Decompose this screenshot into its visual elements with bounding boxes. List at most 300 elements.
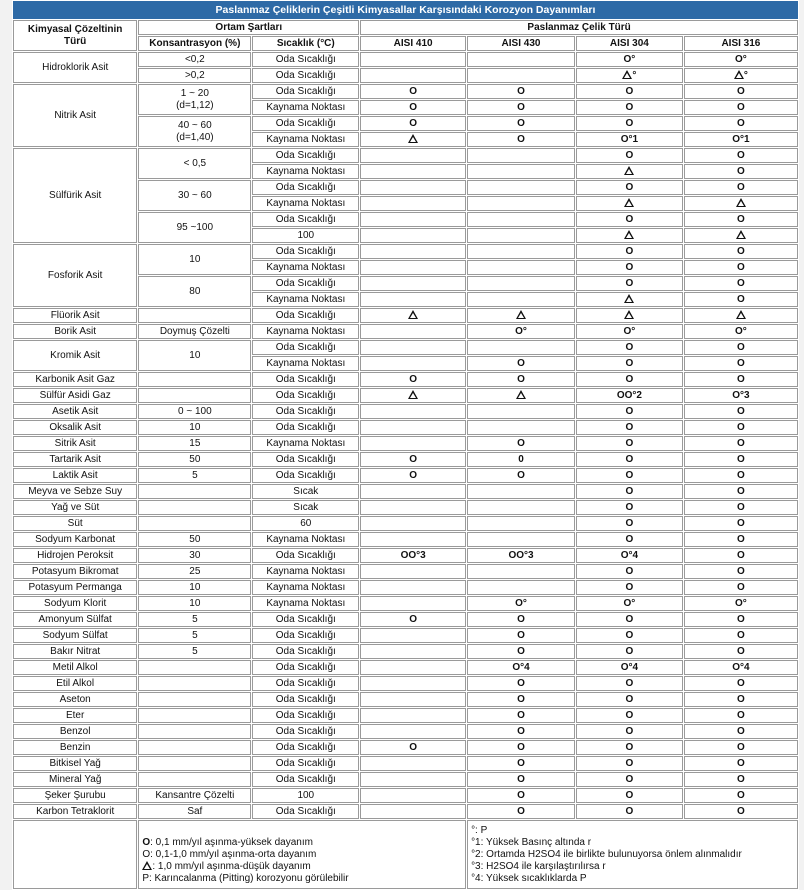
concentration-cell: Doymuş Çözelti	[138, 324, 251, 339]
resistance-cell: O	[360, 612, 466, 627]
temperature-cell: Kaynama Noktası	[252, 260, 359, 275]
resistance-cell: O	[684, 180, 798, 195]
concentration-cell: 80	[138, 276, 251, 307]
resistance-cell: O	[684, 356, 798, 371]
header-grade: AISI 316	[684, 36, 798, 51]
table-row	[13, 788, 798, 803]
resistance-cell: O	[684, 516, 798, 531]
resistance-cell: O	[684, 436, 798, 451]
table-row	[13, 516, 798, 531]
table-row	[13, 500, 798, 515]
resistance-cell: O	[684, 676, 798, 691]
resistance-cell	[360, 436, 466, 451]
resistance-cell: O	[576, 532, 683, 547]
chemical-name: Amonyum Sülfat	[13, 612, 137, 627]
temperature-cell: Oda Sıcaklığı	[252, 244, 359, 259]
resistance-cell	[467, 532, 575, 547]
resistance-cell	[360, 388, 466, 403]
temperature-cell: Oda Sıcaklığı	[252, 772, 359, 787]
resistance-cell: O	[467, 804, 575, 819]
resistance-cell: O°	[684, 52, 798, 67]
chemical-name: Bitkisel Yağ	[13, 756, 137, 771]
resistance-cell: O°4	[576, 660, 683, 675]
table-row	[13, 724, 798, 739]
temperature-cell: Oda Sıcaklığı	[252, 276, 359, 291]
resistance-cell: O	[576, 276, 683, 291]
resistance-cell	[360, 244, 466, 259]
resistance-cell	[360, 724, 466, 739]
concentration-cell: 10	[138, 580, 251, 595]
chemical-name: Meyva ve Sebze Suy	[13, 484, 137, 499]
resistance-cell: O	[576, 260, 683, 275]
legend-line: O: 0,1-1,0 mm/yıl aşınma-orta dayanım	[142, 849, 317, 860]
table-row	[13, 612, 798, 627]
concentration-cell	[138, 724, 251, 739]
concentration-cell: >0,2	[138, 68, 251, 83]
table-row	[13, 452, 798, 467]
resistance-cell	[467, 564, 575, 579]
temperature-cell: Oda Sıcaklığı	[252, 548, 359, 563]
temperature-cell: Kaynama Noktası	[252, 132, 359, 147]
resistance-cell	[360, 164, 466, 179]
resistance-cell: O	[684, 340, 798, 355]
table-row	[13, 772, 798, 787]
resistance-cell	[467, 388, 575, 403]
concentration-cell: 5	[138, 468, 251, 483]
temperature-cell: Oda Sıcaklığı	[252, 692, 359, 707]
resistance-cell	[360, 276, 466, 291]
concentration-cell: 15	[138, 436, 251, 451]
resistance-cell: O	[360, 372, 466, 387]
temperature-cell: Oda Sıcaklığı	[252, 740, 359, 755]
concentration-cell: 5	[138, 612, 251, 627]
resistance-cell	[360, 756, 466, 771]
table-row	[13, 548, 798, 563]
temperature-cell: Oda Sıcaklığı	[252, 468, 359, 483]
resistance-cell: O	[576, 468, 683, 483]
temperature-cell: Oda Sıcaklığı	[252, 724, 359, 739]
resistance-cell	[360, 596, 466, 611]
resistance-cell	[360, 68, 466, 83]
resistance-cell	[467, 212, 575, 227]
resistance-cell: O	[684, 116, 798, 131]
table-row	[13, 708, 798, 723]
resistance-cell: O	[684, 164, 798, 179]
chemical-name: Bakır Nitrat	[13, 644, 137, 659]
resistance-cell: O	[684, 100, 798, 115]
concentration-cell: <0,2	[138, 52, 251, 67]
resistance-cell: O	[576, 420, 683, 435]
table-row	[13, 244, 798, 259]
temperature-cell: Oda Sıcaklığı	[252, 644, 359, 659]
chemical-name: Hidroklorik Asit	[13, 52, 137, 83]
resistance-cell: O	[576, 692, 683, 707]
legend-note: °4: Yüksek sıcaklıklarda P	[471, 873, 587, 884]
resistance-cell	[467, 420, 575, 435]
table-row	[13, 484, 798, 499]
resistance-cell: O	[576, 180, 683, 195]
corrosion-table-wrapper	[12, 0, 799, 890]
resistance-cell	[684, 308, 798, 323]
resistance-cell: O	[576, 484, 683, 499]
resistance-cell	[360, 196, 466, 211]
triangle-icon	[408, 310, 418, 319]
resistance-cell: O°	[684, 324, 798, 339]
resistance-cell: O	[576, 500, 683, 515]
resistance-cell: O	[684, 580, 798, 595]
triangle-icon	[624, 230, 634, 239]
resistance-cell: O	[684, 484, 798, 499]
resistance-cell	[360, 804, 466, 819]
chemical-name: Sodyum Sülfat	[13, 628, 137, 643]
concentration-cell	[138, 756, 251, 771]
temperature-cell: Oda Sıcaklığı	[252, 708, 359, 723]
legend-line: : 1,0 mm/yıl aşınma-düşük dayanım	[142, 861, 462, 873]
resistance-cell	[467, 340, 575, 355]
temperature-cell: Oda Sıcaklığı	[252, 52, 359, 67]
temperature-cell: Oda Sıcaklığı	[252, 308, 359, 323]
concentration-cell: 5	[138, 644, 251, 659]
resistance-cell	[360, 148, 466, 163]
resistance-cell: OO°3	[467, 548, 575, 563]
concentration-cell: Saf	[138, 804, 251, 819]
table-row	[13, 756, 798, 771]
chemical-name: Oksalik Asit	[13, 420, 137, 435]
resistance-cell	[684, 196, 798, 211]
resistance-cell: O	[467, 692, 575, 707]
resistance-cell: O°4	[467, 660, 575, 675]
chemical-name: Metil Alkol	[13, 660, 137, 675]
table-row	[13, 580, 798, 595]
circle-icon: O	[142, 837, 151, 848]
resistance-cell: O°3	[684, 388, 798, 403]
temperature-cell: Oda Sıcaklığı	[252, 388, 359, 403]
resistance-cell: O	[576, 212, 683, 227]
resistance-cell	[467, 260, 575, 275]
resistance-cell	[360, 628, 466, 643]
resistance-cell: O	[576, 564, 683, 579]
legend-note: °: P	[471, 825, 488, 836]
resistance-cell: O	[684, 772, 798, 787]
header-grade: AISI 430	[467, 36, 575, 51]
resistance-cell	[360, 660, 466, 675]
resistance-cell: O	[684, 292, 798, 307]
resistance-cell: O	[576, 244, 683, 259]
corrosion-table	[12, 0, 799, 890]
temperature-cell: Oda Sıcaklığı	[252, 68, 359, 83]
resistance-cell	[360, 788, 466, 803]
resistance-cell: O	[467, 436, 575, 451]
resistance-cell	[360, 516, 466, 531]
resistance-cell	[467, 68, 575, 83]
resistance-cell	[467, 404, 575, 419]
triangle-icon	[736, 198, 746, 207]
resistance-cell: O	[684, 260, 798, 275]
concentration-cell: 30	[138, 548, 251, 563]
resistance-cell: O	[467, 724, 575, 739]
resistance-cell: O	[684, 644, 798, 659]
resistance-cell: O	[684, 628, 798, 643]
resistance-cell: O	[684, 740, 798, 755]
chemical-name: Nitrik Asit	[13, 84, 137, 147]
resistance-cell: O	[576, 516, 683, 531]
temperature-cell: 100	[252, 228, 359, 243]
chemical-name: Kromik Asit	[13, 340, 137, 371]
resistance-cell	[467, 52, 575, 67]
table-row	[13, 468, 798, 483]
table-row	[13, 692, 798, 707]
resistance-cell	[360, 292, 466, 307]
concentration-cell: < 0,5	[138, 148, 251, 179]
resistance-cell: O	[467, 676, 575, 691]
resistance-cell: O	[684, 756, 798, 771]
resistance-cell	[360, 228, 466, 243]
resistance-cell	[467, 180, 575, 195]
concentration-cell: 95 ~100	[138, 212, 251, 243]
resistance-cell	[467, 580, 575, 595]
resistance-cell: O	[684, 548, 798, 563]
header-conc: Konsantrasyon (%)	[138, 36, 251, 51]
resistance-cell: O°4	[684, 660, 798, 675]
resistance-cell	[576, 308, 683, 323]
concentration-cell	[138, 484, 251, 499]
resistance-cell: O	[684, 564, 798, 579]
resistance-cell	[684, 228, 798, 243]
chemical-name: Hidrojen Peroksit	[13, 548, 137, 563]
concentration-cell: 10	[138, 596, 251, 611]
resistance-cell: 0	[467, 452, 575, 467]
resistance-cell	[360, 532, 466, 547]
resistance-cell: OO°3	[360, 548, 466, 563]
temperature-cell: Oda Sıcaklığı	[252, 804, 359, 819]
table-row	[13, 660, 798, 675]
legend-left	[138, 820, 466, 889]
temperature-cell: Oda Sıcaklığı	[252, 660, 359, 675]
concentration-cell: 50	[138, 452, 251, 467]
resistance-cell: O°4	[576, 548, 683, 563]
resistance-cell: O	[467, 708, 575, 723]
concentration-cell	[138, 676, 251, 691]
resistance-cell: O	[576, 804, 683, 819]
temperature-cell: Oda Sıcaklığı	[252, 756, 359, 771]
resistance-cell: O	[576, 84, 683, 99]
resistance-cell	[360, 692, 466, 707]
resistance-cell: O	[576, 724, 683, 739]
resistance-cell: O	[576, 580, 683, 595]
table-row	[13, 84, 798, 99]
temperature-cell: Kaynama Noktası	[252, 164, 359, 179]
resistance-cell	[467, 516, 575, 531]
chemical-name: Potasyum Permanga	[13, 580, 137, 595]
resistance-cell: O	[467, 612, 575, 627]
resistance-cell: O	[576, 740, 683, 755]
table-row	[13, 308, 798, 323]
triangle-icon	[408, 134, 418, 143]
concentration-cell: 5	[138, 628, 251, 643]
resistance-cell: O	[684, 804, 798, 819]
chemical-name: Benzol	[13, 724, 137, 739]
chemical-name: Karbonik Asit Gaz	[13, 372, 137, 387]
chemical-name: Benzin	[13, 740, 137, 755]
resistance-cell	[360, 260, 466, 275]
resistance-cell: O	[576, 644, 683, 659]
temperature-cell: Oda Sıcaklığı	[252, 116, 359, 131]
concentration-cell: 10	[138, 340, 251, 371]
concentration-cell: 1 ~ 20 (d=1,12)	[138, 84, 251, 115]
triangle-icon	[516, 310, 526, 319]
resistance-cell: O	[684, 724, 798, 739]
resistance-cell: O	[684, 788, 798, 803]
resistance-cell: O	[576, 676, 683, 691]
table-row	[13, 148, 798, 163]
chemical-name: Fosforik Asit	[13, 244, 137, 307]
resistance-cell	[467, 308, 575, 323]
chemical-name: Karbon Tetraklorit	[13, 804, 137, 819]
temperature-cell: 100	[252, 788, 359, 803]
table-row	[13, 532, 798, 547]
concentration-cell: Kansantre Çözelti	[138, 788, 251, 803]
resistance-cell	[576, 68, 683, 83]
temperature-cell: Oda Sıcaklığı	[252, 340, 359, 355]
temperature-cell: Oda Sıcaklığı	[252, 84, 359, 99]
resistance-cell	[467, 164, 575, 179]
resistance-cell: O	[576, 772, 683, 787]
header-temp: Sıcaklık (°C)	[252, 36, 359, 51]
resistance-cell: O°	[576, 596, 683, 611]
resistance-cell: O	[576, 116, 683, 131]
temperature-cell: Oda Sıcaklığı	[252, 452, 359, 467]
chemical-name: Flüorik Asit	[13, 308, 137, 323]
resistance-cell	[360, 420, 466, 435]
chemical-name: Laktik Asit	[13, 468, 137, 483]
triangle-icon	[734, 70, 744, 79]
footnote-mark: °	[632, 70, 637, 81]
header-grade: AISI 304	[576, 36, 683, 51]
temperature-cell: 60	[252, 516, 359, 531]
temperature-cell: Kaynama Noktası	[252, 356, 359, 371]
resistance-cell: O	[684, 148, 798, 163]
resistance-cell: O	[467, 100, 575, 115]
chemical-name: Asetik Asit	[13, 404, 137, 419]
resistance-cell: O	[576, 756, 683, 771]
concentration-cell: 30 ~ 60	[138, 180, 251, 211]
resistance-cell	[576, 196, 683, 211]
resistance-cell	[360, 708, 466, 723]
resistance-cell: O°	[467, 596, 575, 611]
resistance-cell: O	[360, 84, 466, 99]
resistance-cell: O	[684, 708, 798, 723]
concentration-cell: 10	[138, 420, 251, 435]
temperature-cell: Oda Sıcaklığı	[252, 676, 359, 691]
legend-line: O: 0,1 mm/yıl aşınma-yüksek dayanım	[142, 837, 313, 848]
temperature-cell: Oda Sıcaklığı	[252, 372, 359, 387]
resistance-cell	[576, 292, 683, 307]
resistance-cell: O	[467, 772, 575, 787]
resistance-cell	[360, 52, 466, 67]
triangle-icon	[736, 230, 746, 239]
table-row	[13, 644, 798, 659]
table-row	[13, 436, 798, 451]
resistance-cell: O	[684, 468, 798, 483]
legend-note: °1: Yüksek Basınç altında r	[471, 837, 592, 848]
resistance-cell: O	[360, 116, 466, 131]
resistance-cell: O	[576, 404, 683, 419]
resistance-cell: O	[684, 420, 798, 435]
resistance-cell: OO°2	[576, 388, 683, 403]
resistance-cell: O	[467, 132, 575, 147]
triangle-icon	[624, 198, 634, 207]
resistance-cell: O	[684, 532, 798, 547]
concentration-cell	[138, 660, 251, 675]
temperature-cell: Oda Sıcaklığı	[252, 420, 359, 435]
resistance-cell	[360, 676, 466, 691]
chemical-name: Potasyum Bikromat	[13, 564, 137, 579]
chemical-name: Sülfürik Asit	[13, 148, 137, 243]
table-row	[13, 564, 798, 579]
table-row	[13, 52, 798, 67]
temperature-cell: Sıcak	[252, 484, 359, 499]
temperature-cell: Oda Sıcaklığı	[252, 148, 359, 163]
resistance-cell	[360, 772, 466, 787]
concentration-cell	[138, 516, 251, 531]
table-row	[13, 596, 798, 611]
resistance-cell: O°	[684, 596, 798, 611]
concentration-cell	[138, 692, 251, 707]
temperature-cell: Sıcak	[252, 500, 359, 515]
legend-note: °2: Ortamda H2SO4 ile birlikte bulunuyorsa önlem alınmalıdır	[471, 849, 742, 860]
resistance-cell: O	[576, 100, 683, 115]
resistance-cell	[576, 228, 683, 243]
resistance-cell: O	[684, 372, 798, 387]
resistance-cell	[360, 580, 466, 595]
chemical-name: Aseton	[13, 692, 137, 707]
resistance-cell: O	[360, 468, 466, 483]
resistance-cell: O	[576, 148, 683, 163]
resistance-cell: O	[684, 452, 798, 467]
resistance-cell: O	[467, 628, 575, 643]
resistance-cell	[467, 484, 575, 499]
temperature-cell: Kaynama Noktası	[252, 564, 359, 579]
resistance-cell	[360, 404, 466, 419]
resistance-cell: O	[576, 452, 683, 467]
temperature-cell: Kaynama Noktası	[252, 580, 359, 595]
triangle-icon	[624, 294, 634, 303]
resistance-cell: O	[360, 100, 466, 115]
resistance-cell: O°	[576, 324, 683, 339]
resistance-cell: O	[360, 740, 466, 755]
resistance-cell: O°	[576, 52, 683, 67]
chemical-name: Borik Asit	[13, 324, 137, 339]
temperature-cell: Kaynama Noktası	[252, 100, 359, 115]
resistance-cell	[360, 500, 466, 515]
concentration-cell: 50	[138, 532, 251, 547]
table-row	[13, 340, 798, 355]
table-row	[13, 372, 798, 387]
resistance-cell: O	[467, 788, 575, 803]
resistance-cell	[467, 244, 575, 259]
temperature-cell: Kaynama Noktası	[252, 532, 359, 547]
table-title: Paslanmaz Çeliklerin Çeşitli Kimyasallar Karşısındaki Korozyon Dayanımları	[13, 1, 798, 19]
table-row	[13, 420, 798, 435]
resistance-cell: O	[467, 756, 575, 771]
resistance-cell: O	[576, 372, 683, 387]
temperature-cell: Kaynama Noktası	[252, 196, 359, 211]
header-grade: AISI 410	[360, 36, 466, 51]
resistance-cell	[360, 340, 466, 355]
chemical-name: Yağ ve Süt	[13, 500, 137, 515]
table-row	[13, 324, 798, 339]
triangle-icon	[624, 310, 634, 319]
